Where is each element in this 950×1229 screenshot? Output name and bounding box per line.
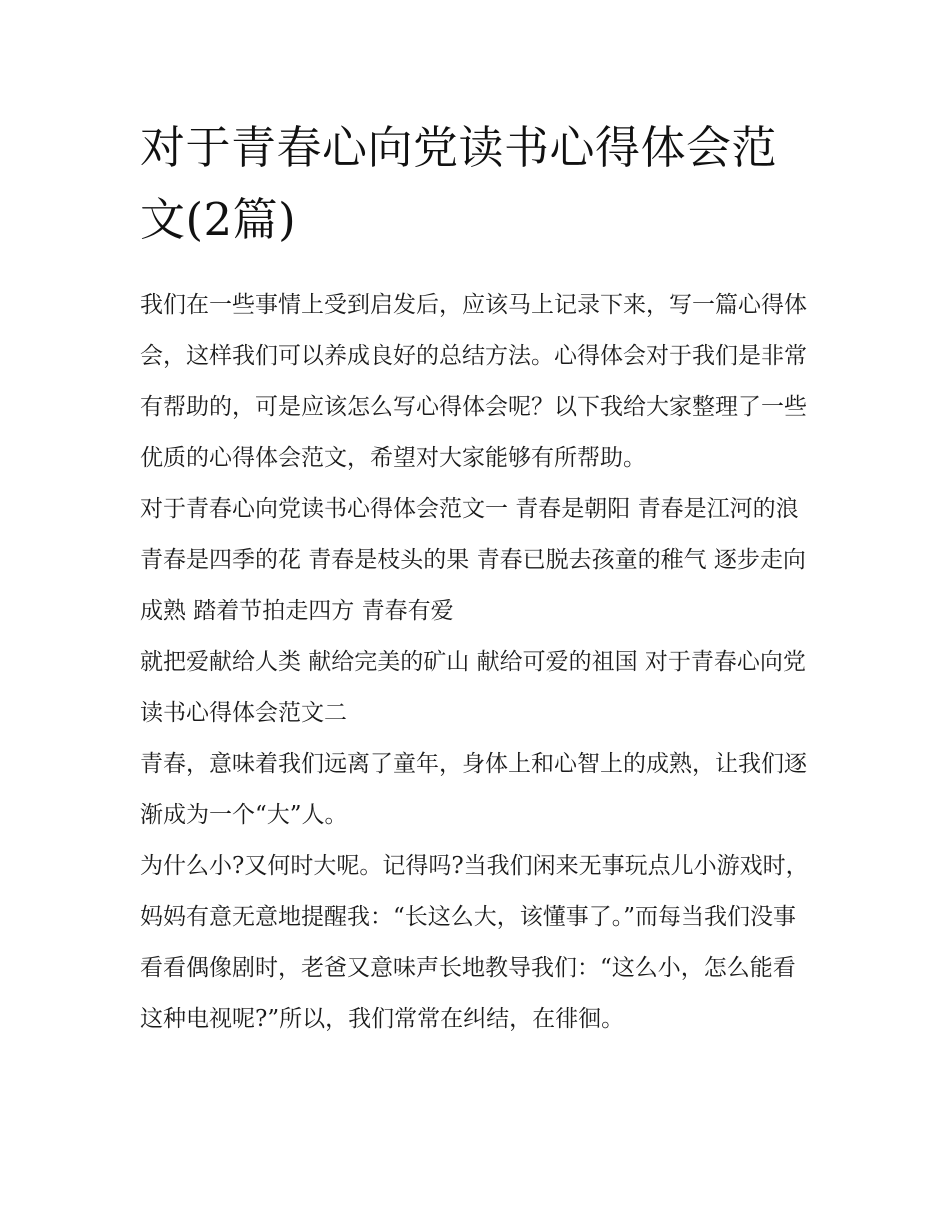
document-page xyxy=(140,112,812,1045)
paragraph-essay-two-opening: 青春，意味着我们远离了童年，身体上和心智上的成熟，让我们逐渐成为一个“大”人。 xyxy=(140,751,807,828)
paragraph-essay-two-body: 为什么小?又何时大呢。记得吗?当我们闲来无事玩点儿小游戏时，妈妈有意无意地提醒我：“长这么大，该懂事了。”而每当我们没事看看偶像剧时，老爸又意味声长地教导我们：“这么小，怎么能看这种电视呢?”所以，我们常常在纠结，在徘徊。 xyxy=(140,853,809,1032)
paragraph-essay-one-continued: 就把爱献给人类 献给完美的矿山 献给可爱的祖国 对于青春心向党读书心得体会范文二 xyxy=(140,649,806,726)
paragraph-essay-one: 对于青春心向党读书心得体会范文一 青春是朝阳 青春是江河的浪 青春是四季的花 青春是枝头的果 青春已脱去孩童的稚气 逐步走向成熟 踏着节拍走四方 青春有爱 xyxy=(140,496,806,624)
document-body xyxy=(140,280,812,1045)
paragraph-intro: 我们在一些事情上受到启发后，应该马上记录下来，写一篇心得体会，这样我们可以养成良好的总结方法。心得体会对于我们是非常有帮助的，可是应该怎么写心得体会呢？以下我给大家整理了一些优质的心得体会范文，希望对大家能够有所帮助。 xyxy=(140,292,807,471)
document-title: 对于青春心向党读书心得体会范文(2篇) xyxy=(140,121,778,246)
